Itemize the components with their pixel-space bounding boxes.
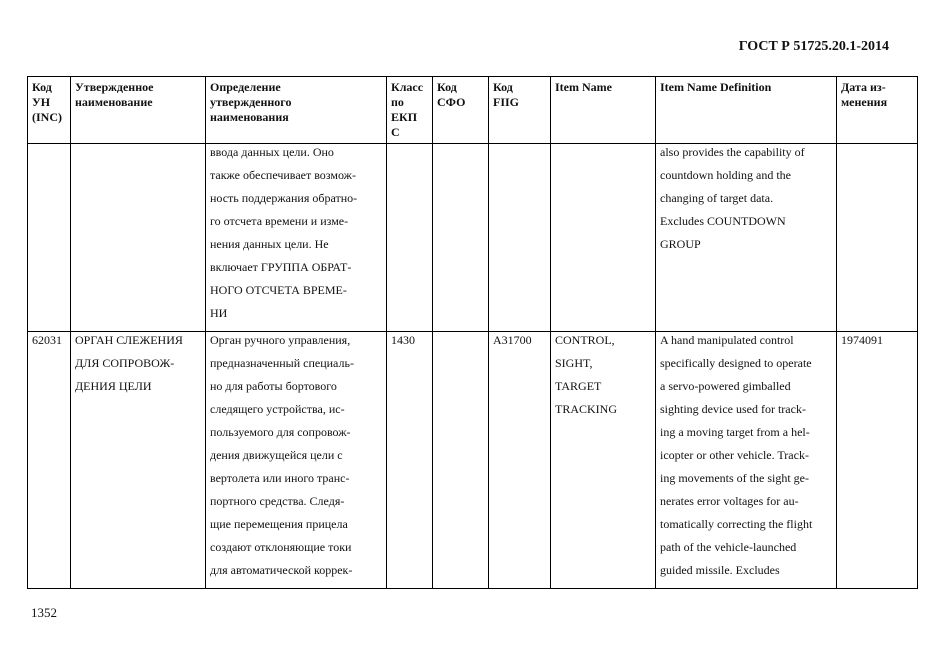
header-class [387,77,433,144]
cell-fiig [489,332,551,589]
cell-line: ввода данных цели. Оно [210,145,334,159]
cell-change-date [837,332,918,589]
header-approved-name [71,77,206,144]
cell-value [437,332,484,355]
header-line: утвержденного [210,95,292,109]
cell-item-definition [656,332,837,589]
header-line: наименование [75,95,153,109]
cell-value [493,144,546,167]
cell-line: A hand manipulated control [660,333,794,347]
cell-line: го отсчета времени и изме- [210,214,349,228]
cell-value [391,144,428,167]
cell-line: a servo-powered gimballed [660,379,791,393]
cell-line: создают отклоняющие токи [210,540,352,554]
cell-line: CONTROL, [555,333,615,347]
header-item-name [551,77,656,144]
header-line: Item Name [555,80,612,94]
header-change-date [837,77,918,144]
cell-line: specifically designed to operate [660,356,812,370]
cell-inc [28,144,71,332]
header-row [28,77,918,144]
cell-line: следящего устройства, ис- [210,402,345,416]
header-line: Код [32,80,52,94]
cell-line: ность поддержания обратно- [210,191,358,205]
cell-value: A31700 [493,333,532,347]
cell-line: ОРГАН СЛЕЖЕНИЯ [75,333,183,347]
header-line: УН [32,95,51,109]
cell-line: guided missile. Excludes [660,563,780,577]
cell-line: предназначенный специаль- [210,356,354,370]
header-line: Код [437,80,457,94]
cell-approved-name [71,332,206,589]
cell-value [437,144,484,167]
cell-line: пользуемого для сопровож- [210,425,351,439]
document-code: ГОСТ Р 51725.20.1-2014 [738,39,889,54]
cell-line: tomatically correcting the flight [660,517,813,531]
header-line: наименования [210,110,289,124]
cell-line: ing movements of the sight ge- [660,471,809,485]
cell-value [32,144,66,167]
cell-line: TRACKING [555,402,617,416]
header-line: Код [493,80,513,94]
header-line: СФО [437,95,466,109]
header-line: по [391,95,404,109]
cell-sfo [433,144,489,332]
cell-line: включает ГРУППА ОБРАТ- [210,260,352,274]
cell-line: нения данных цели. Не [210,237,329,251]
cell-line: ДЕНИЯ ЦЕЛИ [75,379,152,393]
header-definition [206,77,387,144]
header-line: Класс [391,80,424,94]
cell-line: Excludes COUNTDOWN [660,214,786,228]
cell-item-name [551,332,656,589]
cell-definition [206,144,387,332]
cell-line: also provides the capability of [660,145,805,159]
cell-item-definition [656,144,837,332]
cell-line: но для работы бортового [210,379,337,393]
cell-class [387,332,433,589]
cell-line: Орган ручного управления, [210,333,351,347]
cell-change-date [837,144,918,332]
header-line: С [391,125,400,139]
header-line: ЕКП [391,110,418,124]
cell-line: портного средства. Следя- [210,494,345,508]
cell-line: НОГО ОТСЧЕТА ВРЕМЕ- [210,283,347,297]
cell-line: НИ [210,306,228,320]
header-fiig [489,77,551,144]
header-sfo [433,77,489,144]
page-number: 1352 [31,605,57,620]
cell-line: ing a moving target from a hel- [660,425,810,439]
cell-item-name [551,144,656,332]
header-line: Утвержденное [75,80,154,94]
cell-line: icopter or other vehicle. Track- [660,448,809,462]
cell-value: 1430 [391,333,415,347]
cell-value [841,144,913,167]
header-line: Item Name Definition [660,80,772,94]
header-line: (INC) [32,110,62,124]
header-line: Дата из- [841,80,886,94]
cell-value: 1974091 [841,333,883,347]
header-line: менения [841,95,888,109]
cell-approved-name [71,144,206,332]
cell-line: SIGHT, [555,356,593,370]
catalog-table [27,76,918,589]
cell-line: вертолета или иного транс- [210,471,350,485]
cell-line: GROUP [660,237,701,251]
cell-line: changing of target data. [660,191,774,205]
cell-value: 62031 [32,333,62,347]
cell-line: countdown holding and the [660,168,791,182]
cell-line: дения движущейся цели с [210,448,343,462]
cell-line: ДЛЯ СОПРОВОЖ- [75,356,175,370]
cell-inc [28,332,71,589]
table-row [28,332,918,589]
cell-line: nerates error voltages for au- [660,494,799,508]
cell-sfo [433,332,489,589]
cell-line: для автоматической коррек- [210,563,353,577]
header-inc [28,77,71,144]
cell-definition [206,332,387,589]
header-item-definition [656,77,837,144]
cell-line: также обеспечивает возмож- [210,168,356,182]
cell-line: щие перемещения прицела [210,517,348,531]
cell-line: TARGET [555,379,602,393]
table-row [28,144,918,332]
cell-line: sighting device used for track- [660,402,806,416]
cell-fiig [489,144,551,332]
cell-class [387,144,433,332]
header-line: Определение [210,80,281,94]
header-line: FIIG [493,95,520,109]
cell-line: path of the vehicle-launched [660,540,797,554]
